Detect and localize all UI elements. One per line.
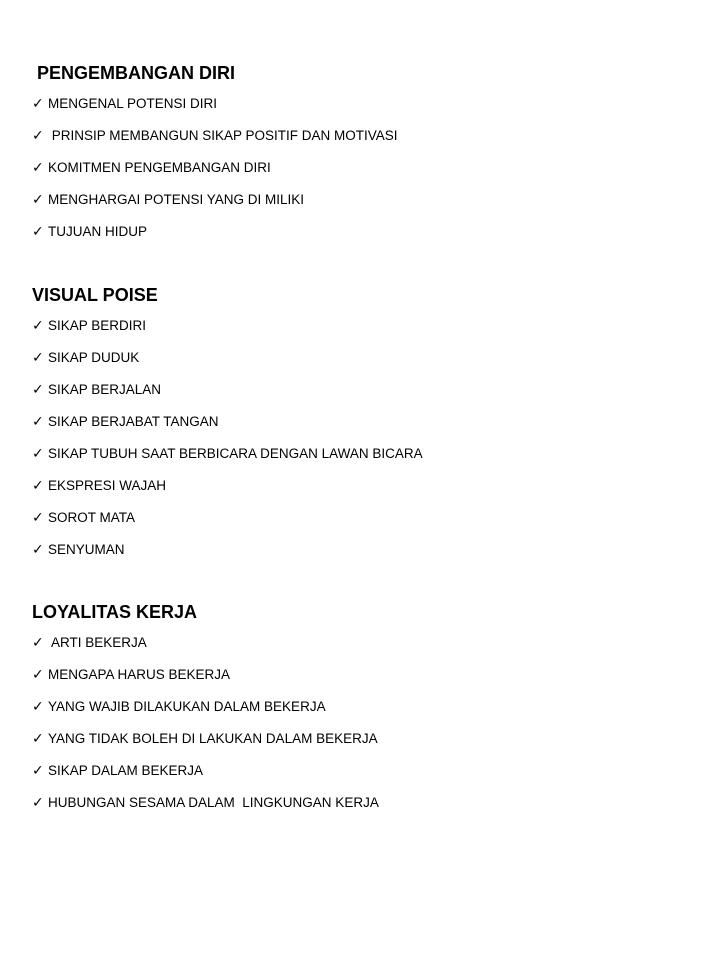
list-item-label: SIKAP BERJALAN bbox=[48, 382, 162, 397]
list-item-label: SIKAP TUBUH SAAT BERBICARA DENGAN LAWAN BICARA bbox=[48, 446, 423, 461]
checklist bbox=[32, 318, 423, 574]
list-item bbox=[32, 667, 379, 699]
list-item bbox=[32, 446, 423, 478]
list-item bbox=[32, 731, 379, 763]
list-item-label: MENGENAL POTENSI DIRI bbox=[48, 96, 218, 111]
checkmark-icon: ✓ bbox=[32, 414, 44, 430]
checkmark-icon: ✓ bbox=[32, 635, 44, 651]
list-item-label: TUJUAN HIDUP bbox=[48, 224, 148, 239]
list-item bbox=[32, 382, 423, 414]
section-loyalitas-kerja bbox=[32, 601, 379, 827]
list-item bbox=[32, 350, 423, 382]
checkmark-icon: ✓ bbox=[32, 96, 44, 112]
list-item-label: MENGHARGAI POTENSI YANG DI MILIKI bbox=[48, 192, 305, 207]
checkmark-icon: ✓ bbox=[32, 446, 44, 462]
checkmark-icon: ✓ bbox=[32, 699, 44, 715]
list-item-label: SIKAP DUDUK bbox=[48, 350, 140, 365]
checkmark-icon: ✓ bbox=[32, 224, 44, 240]
checklist bbox=[32, 635, 379, 827]
list-item-label: YANG TIDAK BOLEH DI LAKUKAN DALAM BEKERJA bbox=[48, 731, 378, 746]
list-item bbox=[32, 542, 423, 574]
checklist bbox=[32, 96, 398, 256]
checkmark-icon: ✓ bbox=[32, 350, 44, 366]
list-item-label: PRINSIP MEMBANGUN SIKAP POSITIF DAN MOTIVASI bbox=[48, 128, 398, 143]
list-item-label: SIKAP DALAM BEKERJA bbox=[48, 763, 204, 778]
list-item bbox=[32, 160, 398, 192]
list-item-label: YANG WAJIB DILAKUKAN DALAM BEKERJA bbox=[48, 699, 326, 714]
checkmark-icon: ✓ bbox=[32, 542, 44, 558]
checkmark-icon: ✓ bbox=[32, 795, 44, 811]
checkmark-icon: ✓ bbox=[32, 478, 44, 494]
list-item bbox=[32, 795, 379, 827]
list-item bbox=[32, 763, 379, 795]
section-heading: VISUAL POISE bbox=[32, 285, 158, 305]
list-item-label: SIKAP BERJABAT TANGAN bbox=[48, 414, 219, 429]
list-item bbox=[32, 224, 398, 256]
section-heading: PENGEMBANGAN DIRI bbox=[32, 63, 236, 83]
section-pengembangan-diri bbox=[32, 62, 398, 256]
section-heading: LOYALITAS KERJA bbox=[32, 602, 198, 622]
section-visual-poise bbox=[32, 284, 423, 574]
list-item bbox=[32, 192, 398, 224]
list-item-label: SENYUMAN bbox=[48, 542, 125, 557]
checkmark-icon: ✓ bbox=[32, 667, 44, 683]
list-item bbox=[32, 510, 423, 542]
list-item-label: MENGAPA HARUS BEKERJA bbox=[48, 667, 231, 682]
checkmark-icon: ✓ bbox=[32, 763, 44, 779]
list-item bbox=[32, 414, 423, 446]
list-item-label: KOMITMEN PENGEMBANGAN DIRI bbox=[48, 160, 271, 175]
checkmark-icon: ✓ bbox=[32, 160, 44, 176]
checkmark-icon: ✓ bbox=[32, 192, 44, 208]
checkmark-icon: ✓ bbox=[32, 382, 44, 398]
list-item bbox=[32, 699, 379, 731]
list-item bbox=[32, 96, 398, 128]
list-item bbox=[32, 318, 423, 350]
checkmark-icon: ✓ bbox=[32, 510, 44, 526]
checkmark-icon: ✓ bbox=[32, 731, 44, 747]
list-item-label: HUBUNGAN SESAMA DALAM LINGKUNGAN KERJA bbox=[48, 795, 379, 810]
list-item-label: ARTI BEKERJA bbox=[48, 635, 147, 650]
list-item bbox=[32, 478, 423, 510]
list-item-label: SIKAP BERDIRI bbox=[48, 318, 147, 333]
checkmark-icon: ✓ bbox=[32, 128, 44, 144]
list-item-label: EKSPRESI WAJAH bbox=[48, 478, 167, 493]
checkmark-icon: ✓ bbox=[32, 318, 44, 334]
list-item bbox=[32, 128, 398, 160]
list-item-label: SOROT MATA bbox=[48, 510, 136, 525]
list-item bbox=[32, 635, 379, 667]
